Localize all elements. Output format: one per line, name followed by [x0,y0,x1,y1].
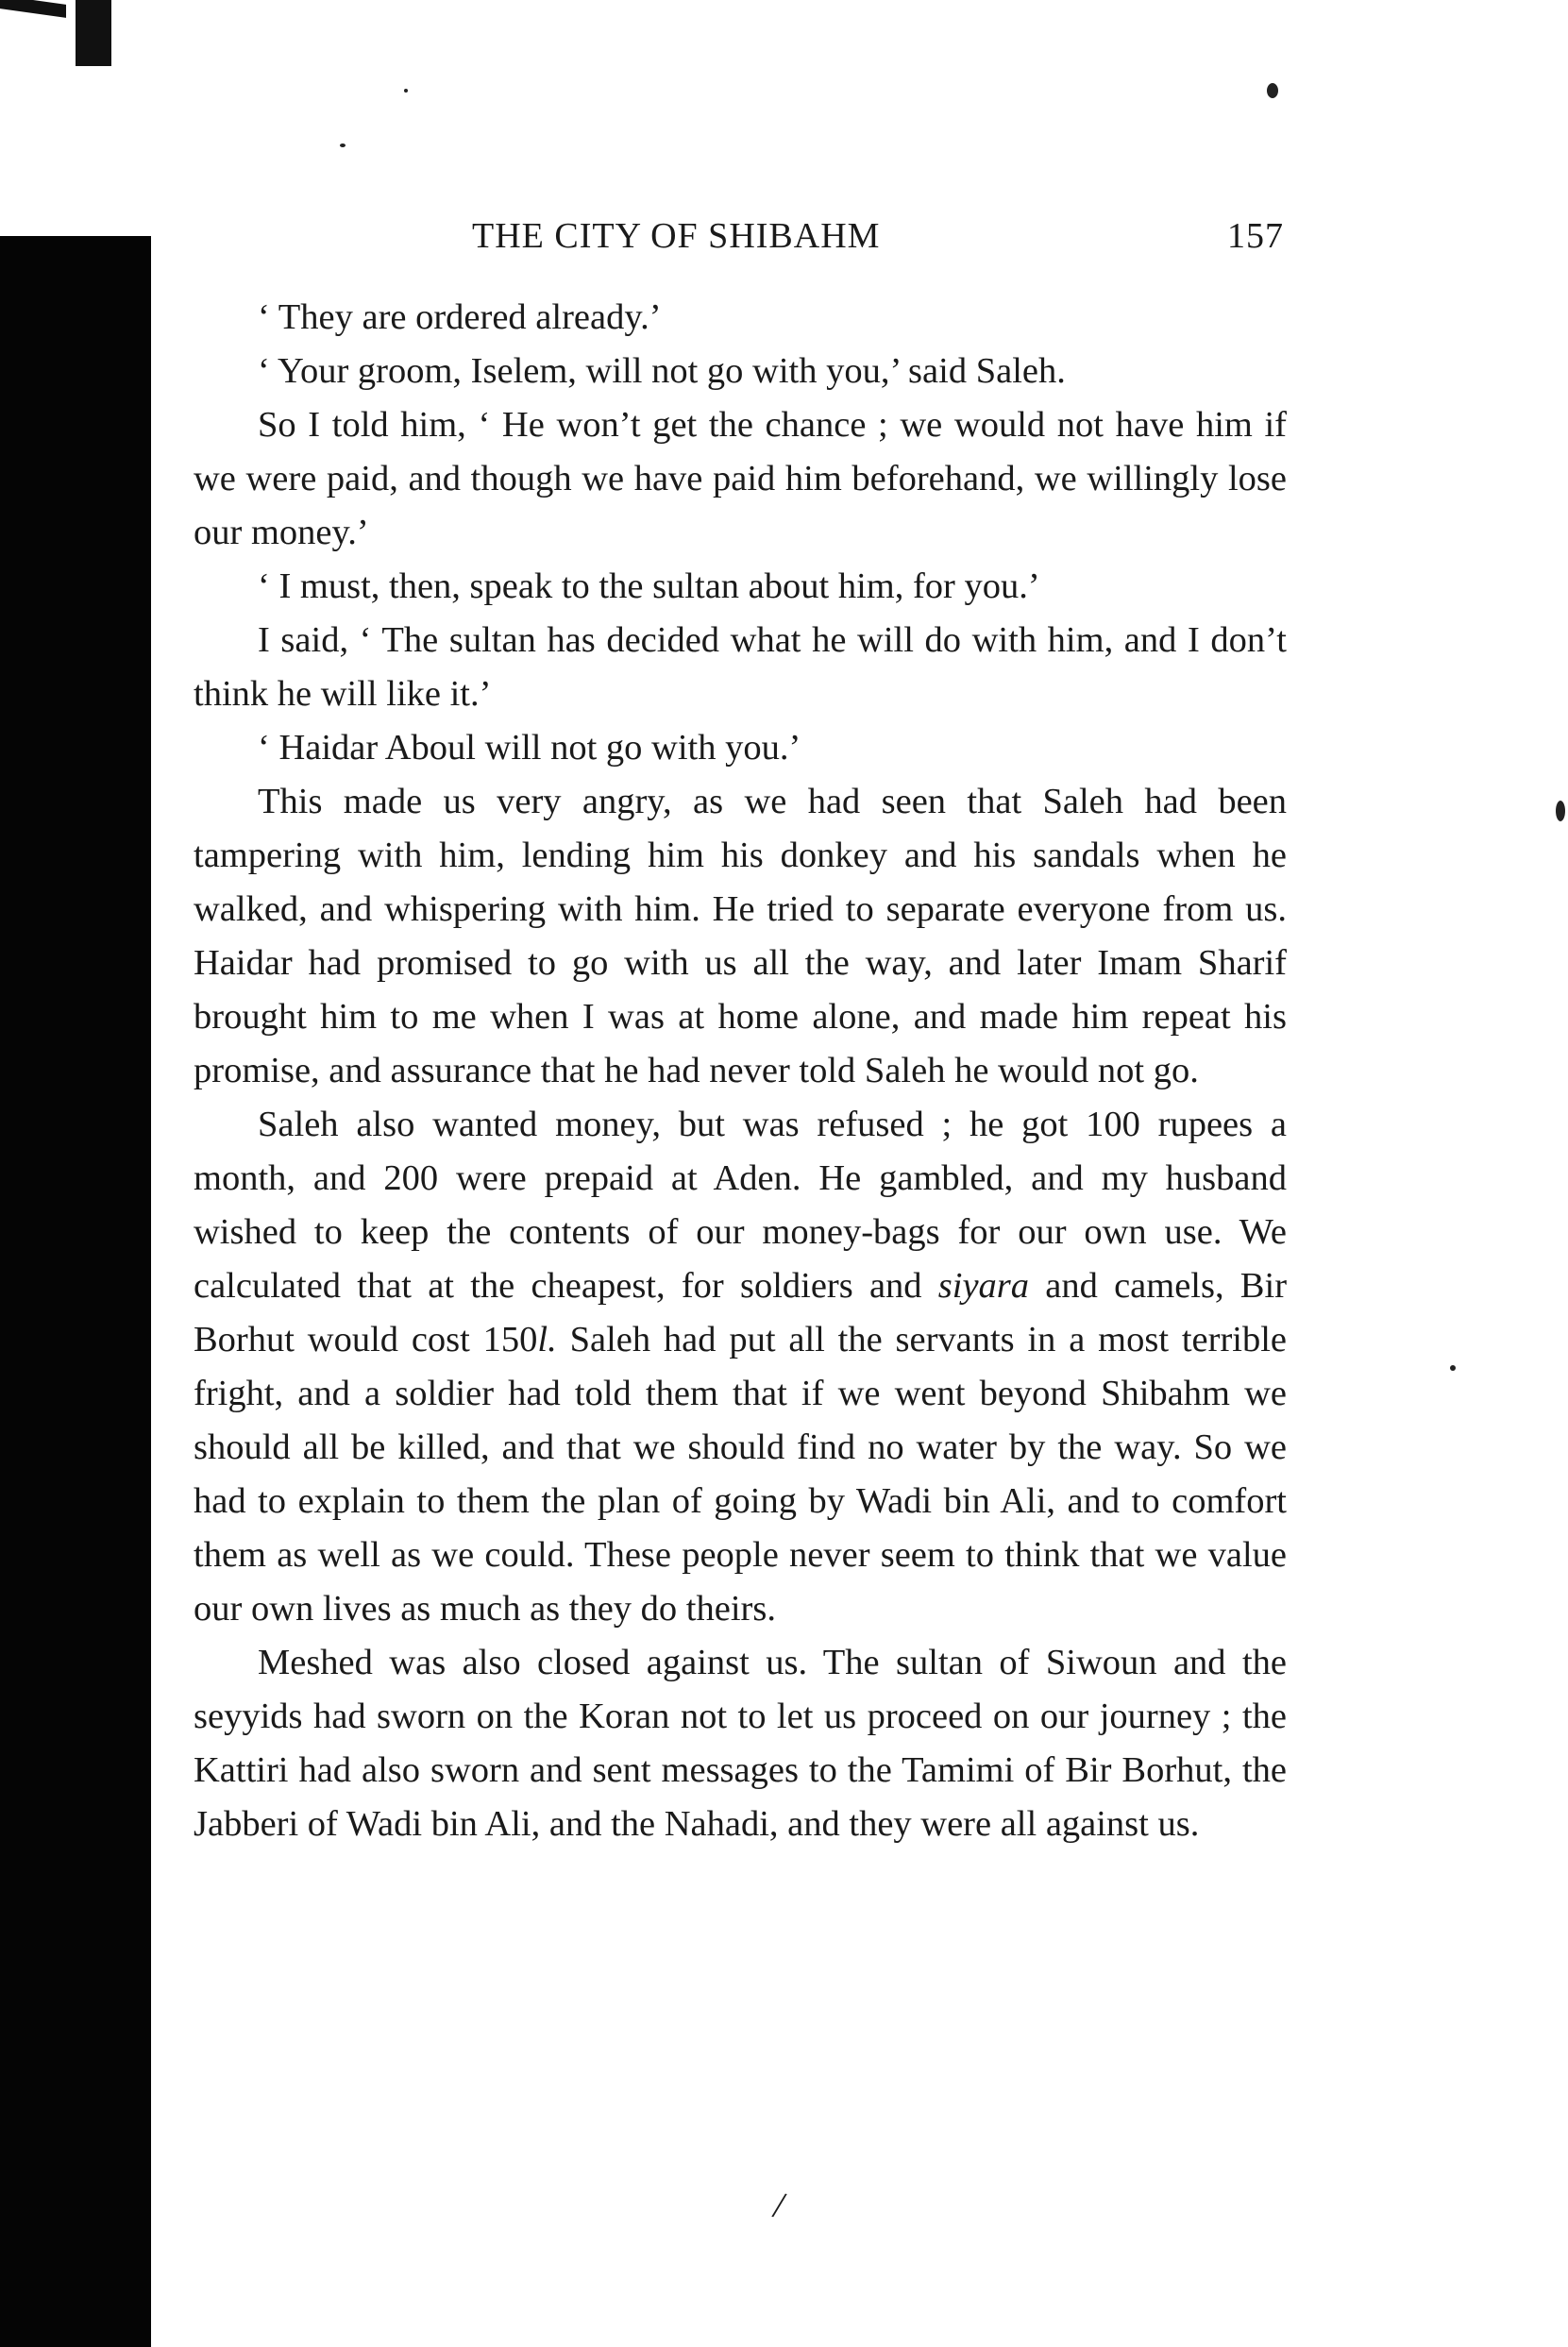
italic-unit: l. [537,1320,557,1359]
italic-term: siyara [937,1266,1030,1306]
paragraph: Meshed was also closed against us. The sultan of Siwoun and the seyyids had sworn on the Koran not to let us proceed on our journey ; the Kattiri had also sworn and sent messages to the Tamimi of Bir Borhut, the Jabberi of Wadi bin Ali, and the Nahadi, and they were all against us. [194,1643,1287,1844]
paragraph: ‘ Haidar Aboul will not go with you.’ [258,728,801,768]
running-title: THE CITY OF SHIBAHM [472,216,881,256]
binding-gutter-shadow [0,236,151,2347]
ink-speck [1556,801,1565,821]
paragraph: ‘ I must, then, speak to the sultan about him, for you.’ [258,566,1040,606]
paragraph-text: Saleh had put all the servants in a most terrible fright, and a soldier had told them that if we went beyond Shibahm we should all be killed, and that we should find no water by the way. So we had to explain to them the plan of going by Wadi bin Ali, and to comfort them as well as we could. These people never seem to think that we value our own lives as much as they do theirs. [194,1320,1288,1629]
paragraph: This made us very angry, as we had seen that Saleh had been tampering with him, lending him his donkey and his sandals when he walked, and whispering with him. He tried to separate everyone from us. Haidar had promised to go with us all the way, and later Imam Sharif brought him to me when I was at home alone, and made him repeat his promise, and assurance that he had never told Saleh he would not go. [194,782,1287,1090]
paragraph-text: and camels, Bir Borhut would cost 150 [194,1266,1288,1359]
ink-speck [404,89,408,93]
ink-speck [1450,1365,1456,1371]
paragraph-text: Saleh also wanted money, but was refused ; he got 100 rupees a month, and 200 were prepaid at Aden. He gambled, and my husband wished to keep the contents of our money-bags for our own use. We calculated that at the cheapest, for soldiers and [194,1105,1287,1306]
footer-ink-mark: / [769,2183,789,2227]
body-text [194,291,1287,1851]
page-number: 157 [1227,216,1284,256]
paragraph: I said, ‘ The sultan has decided what he will do with him, and I don’t think he will like it.’ [194,620,1287,714]
paragraph: So I told him, ‘ He won’t get the chance ; we would not have him if we were paid, and though we have paid him beforehand, we willingly lose our money.’ [194,405,1287,552]
paragraph: ‘ Your groom, Iselem, will not go with you,’ said Saleh. [258,351,1066,391]
paragraph [194,1098,1287,1636]
paragraph: ‘ They are ordered already.’ [258,297,662,337]
ink-speck [340,144,346,147]
page-header [472,215,1284,256]
binding-edge-mark [0,0,142,66]
ink-speck [1267,83,1278,98]
